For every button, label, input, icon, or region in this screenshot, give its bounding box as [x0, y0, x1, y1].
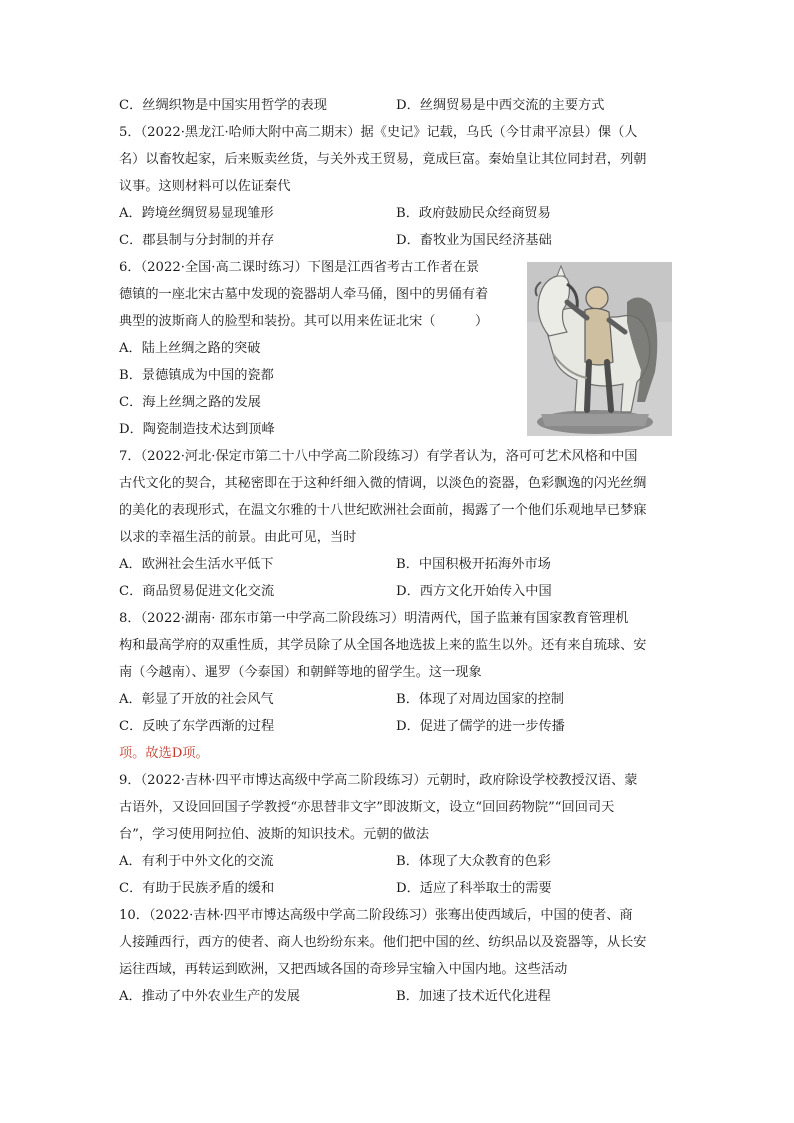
q5-options-row	[119, 227, 675, 254]
q8-options-row	[119, 713, 675, 740]
option-a: A．陆上丝绸之路的突破	[119, 341, 261, 356]
option-a: A．推动了中外农业生产的发展	[119, 989, 300, 1004]
option-a: A．欧洲社会生活水平低下	[119, 557, 274, 572]
question-10	[119, 902, 675, 1010]
question-8	[119, 605, 675, 767]
option-b: B．景德镇成为中国的瓷都	[119, 368, 274, 383]
option-c: C．海上丝绸之路的发展	[119, 395, 261, 410]
q7-stem-line: 古代文化的契合，其秘密即在于这种纤细入微的情调，以淡色的瓷器，色彩飘逸的闪光丝绸	[119, 476, 647, 491]
q10-options-row	[119, 983, 675, 1010]
option-b: B．中国积极开拓海外市场	[396, 557, 551, 572]
q8-options-row	[119, 686, 675, 713]
q5-stem-line: 议事。这则材料可以佐证秦代	[119, 179, 291, 194]
q4-options-row	[119, 92, 675, 119]
option-d: D．促进了儒学的进一步传播	[396, 719, 565, 734]
answer-note: 项。故选D项。	[119, 746, 209, 761]
q10-stem-line: 人接踵西行，西方的使者、商人也纷纷东来。他们把中国的丝、纺织品以及瓷器等，从长安	[119, 935, 647, 950]
question-7	[119, 443, 675, 605]
q5-stem-line: 名）以畜牧起家，后来贩卖丝货，与关外戎王贸易，竟成巨富。秦始皇让其位同封君，列朝	[119, 152, 647, 167]
q9-stem-line: 台”，学习使用阿拉伯、波斯的知识技术。元朝的做法	[119, 827, 430, 842]
option-b: B．体现了对周边国家的控制	[396, 692, 564, 707]
q10-stem-line: 运往西域，再转运到欧洲，又把西域各国的奇珍异宝输入中国内地。这些活动	[119, 962, 568, 977]
porcelain-figurine-photo	[527, 262, 672, 436]
q9-options-row	[119, 848, 675, 875]
q6-stem-line: 典型的波斯商人的脸型和装扮。其可以用来佐证北宋（ ）	[119, 314, 489, 329]
option-b: B．政府鼓励民众经商贸易	[396, 206, 551, 221]
q7-stem-line: 7．（2022·河北·保定市第二十八中学高二阶段练习）有学者认为，洛可可艺术风格和中国	[119, 449, 638, 464]
q8-stem-line: 构和最高学府的双重性质，其学员除了从全国各地选拔上来的监生以外。还有来自琉球、安	[119, 638, 647, 653]
option-c: C．有助于民族矛盾的缓和	[119, 881, 275, 896]
option-d: D．畜牧业为国民经济基础	[396, 233, 552, 248]
option-c: C．郡县制与分封制的并存	[119, 233, 275, 248]
option-a: A．有利于中外文化的交流	[119, 854, 274, 869]
q10-stem-line: 10．（2022·吉林·四平市博达高级中学高二阶段练习）张骞出使西域后，中国的使者、商	[119, 908, 633, 923]
q6-stem-line: 6．（2022·全国·高二课时练习）下图是江西省考古工作者在景	[119, 260, 480, 275]
q9-options-row	[119, 875, 675, 902]
option-d: D．适应了科举取士的需要	[396, 881, 552, 896]
option-d: D．丝绸贸易是中西交流的主要方式	[396, 98, 605, 113]
q7-stem-line: 以求的幸福生活的前景。由此可见，当时	[119, 530, 357, 545]
option-d: D．西方文化开始传入中国	[396, 584, 552, 599]
q8-stem-line: 8．（2022·湖南· 邵东市第一中学高二阶段练习）明清两代，国子监兼有国家教育管理机	[119, 611, 629, 626]
question-content	[119, 92, 675, 1010]
question-5	[119, 119, 675, 254]
option-a: A．彰显了开放的社会风气	[119, 692, 274, 707]
option-c: C．商品贸易促进文化交流	[119, 584, 275, 599]
option-d: D．陶瓷制造技术达到顶峰	[119, 422, 275, 437]
q7-stem-line: 的美化的表现形式，在温文尔雅的十八世纪欧洲社会面前，揭露了一个他们乐观地早已梦寐	[119, 503, 647, 518]
option-c: C．反映了东学西渐的过程	[119, 719, 275, 734]
q9-stem-line: 古语外，又设回回国子学教授“亦思替非文字”即波斯文，设立“回回药物院”“回回司天	[119, 800, 615, 815]
option-c: C．丝绸织物是中国实用哲学的表现	[119, 98, 327, 113]
option-b: B．体现了大众教育的色彩	[396, 854, 551, 869]
q7-options-row	[119, 551, 675, 578]
option-b: B．加速了技术近代化进程	[396, 989, 551, 1004]
q7-options-row	[119, 578, 675, 605]
option-a: A．跨境丝绸贸易显现雏形	[119, 206, 274, 221]
q5-options-row	[119, 200, 675, 227]
q5-stem-line: 5．（2022·黑龙江·哈师大附中高二期末）据《史记》记载，乌氏（今甘肃平凉县）倮（人	[119, 125, 638, 140]
figurine-illustration	[527, 262, 672, 436]
q9-stem-line: 9．（2022·吉林·四平市博达高级中学高二阶段练习）元朝时，政府除设学校教授汉语、蒙	[119, 773, 638, 788]
q8-stem-line: 南（今越南）、暹罗（今泰国）和朝鲜等地的留学生。这一现象	[119, 665, 482, 680]
question-9	[119, 767, 675, 902]
q6-stem-line: 德镇的一座北宋古墓中发现的瓷器胡人牵马俑，图中的男俑有着	[119, 287, 489, 302]
